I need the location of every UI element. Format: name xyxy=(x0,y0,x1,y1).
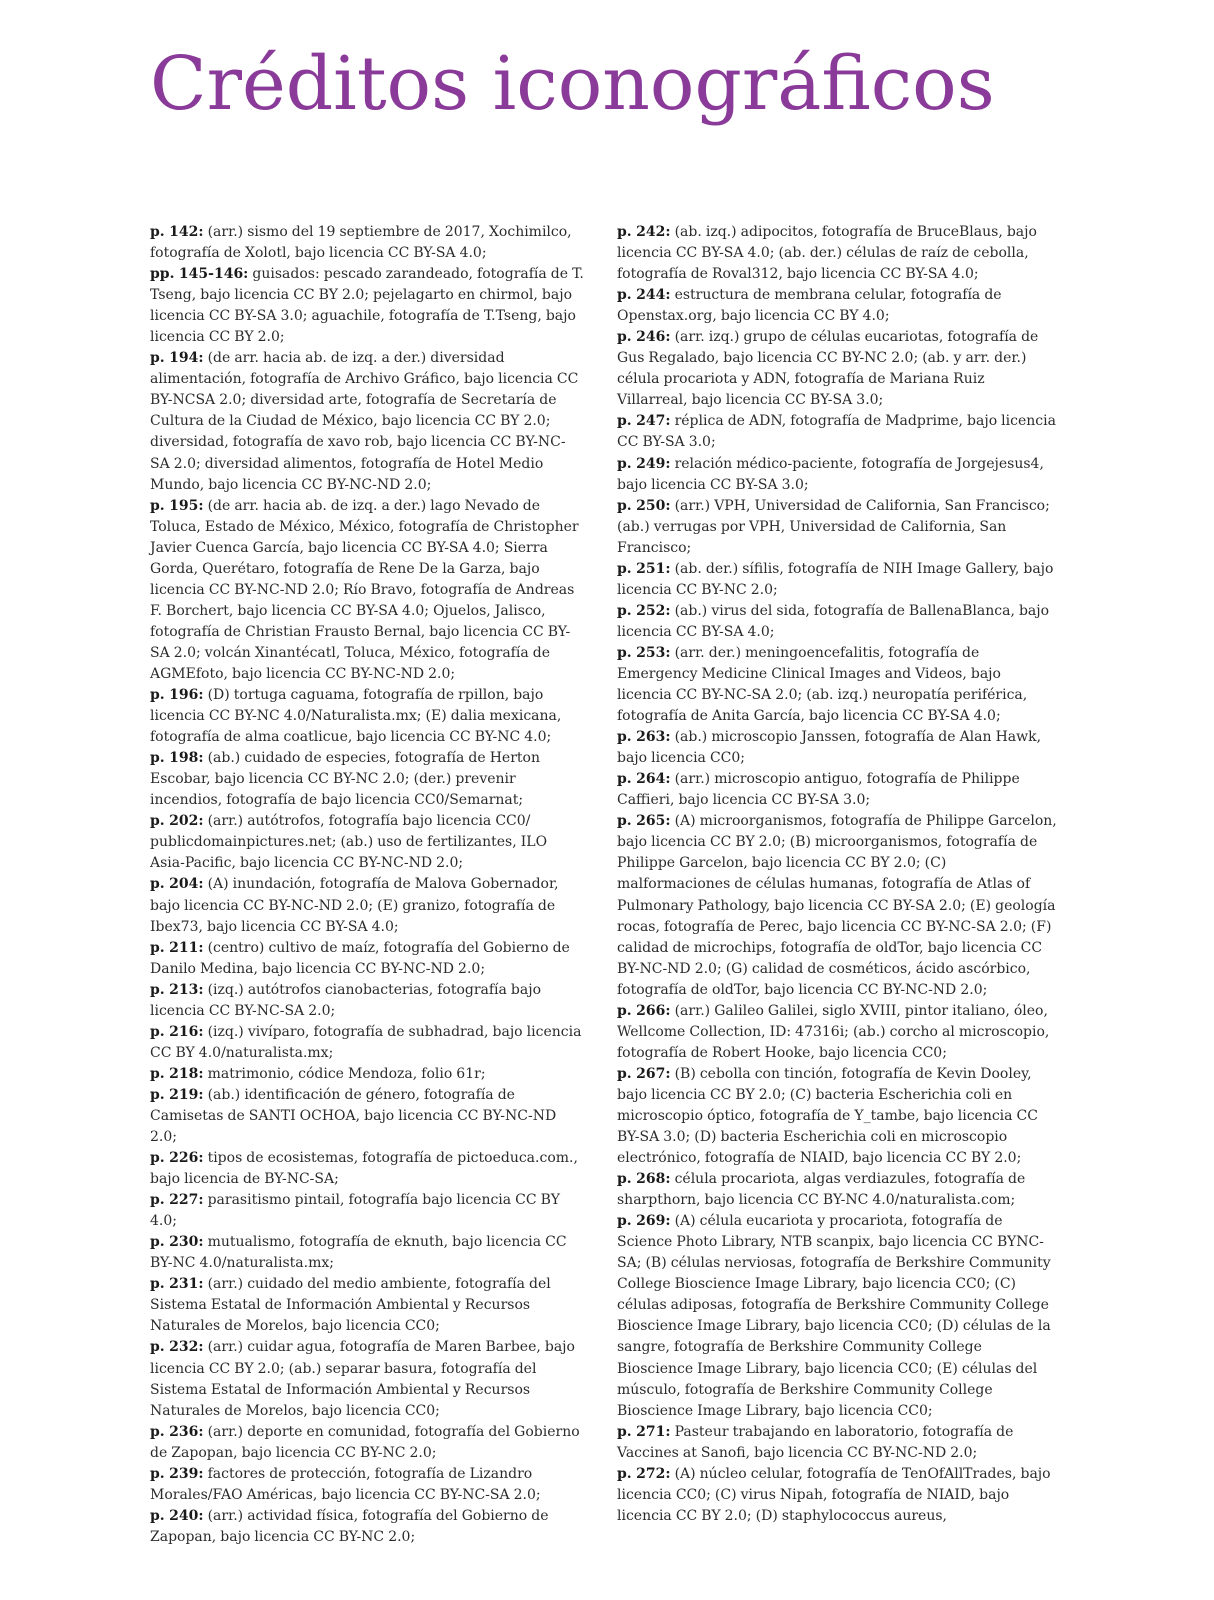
credit-entry xyxy=(617,1064,1057,1169)
credit-text: factores de protección, fotografía de Lizandro Morales/FAO Américas, bajo licencia CC BY-NC-SA 2.0; xyxy=(150,1465,541,1503)
credit-entry xyxy=(617,222,1057,285)
credit-text: (arr.) Galileo Galilei, siglo XVIII, pintor italiano, óleo, Wellcome Collection, ID: 47316i; (ab.) corcho al microscopio, fotografía de Robert Hooke, bajo licencia CC0; xyxy=(617,1002,1050,1061)
credit-text: tipos de ecosistemas, fotografía de pictoeduca.com., bajo licencia de BY-NC-SA; xyxy=(150,1150,578,1188)
credit-entry xyxy=(150,1422,585,1464)
credit-entry xyxy=(150,1274,585,1337)
page-ref: p. 269: xyxy=(617,1213,671,1230)
credit-text: (B) cebolla con tinción, fotografía de Kevin Dooley, bajo licencia CC BY 2.0; (C) bacteria Escherichia coli en microscopio óptico, fotografía de Y_tambe, bajo licencia CC BY-SA 3.0; (D) bacteria Escherichia coli en microscopio electrónico, fotografía de NIAID, bajo licencia CC BY 2.0; xyxy=(617,1065,1038,1167)
credit-text: (arr.) microscopio antiguo, fotografía de Philippe Caffieri, bajo licencia CC BY-SA 3.0; xyxy=(617,771,1020,809)
page-ref: p. 142: xyxy=(150,224,204,240)
page-ref: p. 271: xyxy=(617,1423,671,1440)
credit-text: (arr.) VPH, Universidad de California, San Francisco; (ab.) verrugas por VPH, Universidad de California, San Francisco; xyxy=(617,497,1050,556)
credit-entry xyxy=(617,1422,1057,1464)
credit-entry xyxy=(617,1001,1057,1064)
credit-text: matrimonio, códice Mendoza, folio 61r; xyxy=(203,1065,486,1082)
page-ref: pp. 145-146: xyxy=(150,266,249,283)
credit-entry xyxy=(617,1464,1057,1527)
credit-entry xyxy=(617,411,1057,453)
credit-text: Pasteur trabajando en laboratorio, fotografía de Vaccines at Sanofi, bajo licencia CC BY-NC-ND 2.0; xyxy=(617,1423,1014,1461)
credit-entry xyxy=(150,496,585,685)
credits-column-right xyxy=(617,222,1057,1527)
page-ref: p. 268: xyxy=(617,1171,671,1188)
credit-entry xyxy=(617,727,1057,769)
page-ref: p. 264: xyxy=(617,771,671,788)
credit-text: (ab.) cuidado de especies, fotografía de Herton Escobar, bajo licencia CC BY-NC 2.0; (der.) prevenir incendios, fotografía de bajo licencia CC0/Semarnat; xyxy=(150,750,540,809)
credit-entry xyxy=(150,264,585,348)
page-ref: p. 263: xyxy=(617,729,671,746)
page-ref: p. 272: xyxy=(617,1465,671,1482)
credit-entry xyxy=(150,1464,585,1506)
credit-text: mutualismo, fotografía de eknuth, bajo licencia CC BY-NC 4.0/naturalista.mx; xyxy=(150,1234,567,1272)
credit-text: (arr.) autótrofos, fotografía bajo licencia CC0/ publicdomainpictures.net; (ab.) uso de fertilizantes, ILO Asia-Pacific, bajo licencia CC BY-NC-ND 2.0; xyxy=(150,813,548,872)
page-ref: p. 226: xyxy=(150,1150,204,1167)
credit-text: (de arr. hacia ab. de izq. a der.) lago Nevado de Toluca, Estado de México, México, fotografía de Christopher Javier Cuenca García, bajo licencia CC BY-SA 4.0; Sierra Gorda, Querétaro, fotografía de Rene De la Garza, bajo licencia CC BY-NC-ND 2.0; Río Bravo, fotografía de Andreas F. Borchert, bajo licencia CC BY-SA 4.0; Ojuelos, Jalisco, fotografía de Christian Frausto Bernal, bajo licencia CC BY-SA 2.0; volcán Xinantécatl, Toluca, México, fotografía de AGMEfoto, bajo licencia CC BY-NC-ND 2.0; xyxy=(150,497,579,682)
page-ref: p. 244: xyxy=(617,287,671,304)
credit-entry xyxy=(150,685,585,748)
page-ref: p. 251: xyxy=(617,560,671,577)
credit-text: (centro) cultivo de maíz, fotografía del Gobierno de Danilo Medina, bajo licencia CC BY-NC-ND 2.0; xyxy=(150,939,570,977)
page-ref: p. 219: xyxy=(150,1086,204,1103)
page-ref: p. 211: xyxy=(150,939,204,956)
page-ref: p. 250: xyxy=(617,497,671,514)
credits-column-left xyxy=(150,222,585,1548)
page-ref: p. 252: xyxy=(617,602,671,619)
credit-entry xyxy=(150,1148,585,1190)
page-ref: p. 236: xyxy=(150,1423,204,1440)
credit-entry xyxy=(617,496,1057,559)
page-ref: p. 196: xyxy=(150,687,204,704)
credit-entry xyxy=(617,454,1057,496)
credit-text: (arr.) cuidar agua, fotografía de Maren Barbee, bajo licencia CC BY 2.0; (ab.) separar basura, fotografía del Sistema Estatal de Información Ambiental y Recursos Naturales de Morelos, bajo licencia CC0; xyxy=(150,1339,575,1419)
credit-text: (ab.) identificación de género, fotografía de Camisetas de SANTI OCHOA, bajo licencia CC BY-NC-ND 2.0; xyxy=(150,1086,557,1146)
credit-text: (ab.) virus del sida, fotografía de BallenaBlanca, bajo licencia CC BY-SA 4.0; xyxy=(617,602,1050,640)
credit-entry xyxy=(150,980,585,1022)
page-ref: p. 227: xyxy=(150,1192,204,1209)
credit-text: (ab. der.) sífilis, fotografía de NIH Image Gallery, bajo licencia CC BY-NC 2.0; xyxy=(617,560,1054,598)
page-ref: p. 195: xyxy=(150,497,204,514)
credit-entry xyxy=(150,1506,585,1548)
credit-text: guisados: pescado zarandeado, fotografía de T. Tseng, bajo licencia CC BY 2.0; pejelagarto en chirmol, bajo licencia CC BY-SA 3.0; aguachile, fotografía de T.Tseng, bajo licencia CC BY 2.0; xyxy=(150,266,584,346)
credit-entry xyxy=(617,327,1057,411)
credit-entry xyxy=(150,1337,585,1421)
credit-text: (A) célula eucariota y procariota, fotografía de Science Photo Library, NTB scanpix, bajo licencia CC BYNC-SA; (B) células nerviosas, fotografía de Berkshire Community College Bioscience Image Library, bajo licencia CC0; (C) células adiposas, fotografía de Berkshire Community College Bioscience Image Library, bajo licencia CC0; (D) células de la sangre, fotografía de Berkshire Community College Bioscience Image Library, bajo licencia CC0; (E) células del músculo, fotografía de Berkshire Community College Bioscience Image Library, bajo licencia CC0; xyxy=(617,1213,1051,1419)
credit-entry xyxy=(617,769,1057,811)
credit-entry xyxy=(150,1085,585,1148)
credit-text: (izq.) autótrofos cianobacterias, fotografía bajo licencia CC BY-NC-SA 2.0; xyxy=(150,981,542,1019)
credit-text: (A) microorganismos, fotografía de Philippe Garcelon, bajo licencia CC BY 2.0; (B) microorganismos, fotografía de Philippe Garcelon, bajo licencia CC BY 2.0; (C) malformaciones de células humanas, fotografía de Atlas of Pulmonary Pathology, bajo licencia CC BY-SA 2.0; (E) geología rocas, fotografía de Perec, bajo licencia CC BY-NC-SA 2.0; (F) calidad de microchips, fotografía de oldTor, bajo licencia CC BY-NC-ND 2.0; (G) calidad de cosméticos, ácido ascórbico, fotografía de oldTor, bajo licencia CC BY-NC-ND 2.0; xyxy=(617,813,1057,998)
credit-text: (arr.) sismo del 19 septiembre de 2017, Xochimilco, fotografía de Xolotl, bajo licencia CC BY-SA 4.0; xyxy=(150,224,572,262)
page-ref: p. 218: xyxy=(150,1065,204,1082)
page-ref: p. 216: xyxy=(150,1023,204,1040)
credit-entry xyxy=(617,1211,1057,1421)
credit-entry xyxy=(150,1064,585,1085)
page-ref: p. 232: xyxy=(150,1339,204,1356)
credit-text: (arr.) cuidado del medio ambiente, fotografía del Sistema Estatal de Información Ambiental y Recursos Naturales de Morelos, bajo licencia CC0; xyxy=(150,1276,551,1335)
credit-entry xyxy=(150,348,585,495)
credit-text: (izq.) vivíparo, fotografía de subhadrad, bajo licencia CC BY 4.0/naturalista.mx; xyxy=(150,1023,582,1061)
page-ref: p. 246: xyxy=(617,329,671,346)
credit-text: célula procariota, algas verdiazules, fotografía de sharpthorn, bajo licencia CC BY-NC 4.0/naturalista.com; xyxy=(617,1171,1026,1209)
page-ref: p. 249: xyxy=(617,455,671,472)
page-ref: p. 267: xyxy=(617,1065,671,1082)
page-ref: p. 240: xyxy=(150,1507,204,1524)
credit-text: (D) tortuga caguama, fotografía de rpillon, bajo licencia CC BY-NC 4.0/Naturalista.mx; (E) dalia mexicana, fotografía de alma coatlicue, bajo licencia CC BY-NC 4.0; xyxy=(150,687,562,746)
page-ref: p. 213: xyxy=(150,981,204,998)
page-ref: p. 194: xyxy=(150,350,204,367)
credit-text: relación médico-paciente, fotografía de Jorgejesus4, bajo licencia CC BY-SA 3.0; xyxy=(617,455,1044,493)
page-ref: p. 231: xyxy=(150,1276,204,1293)
credit-entry xyxy=(150,222,585,264)
page-ref: p. 253: xyxy=(617,644,671,661)
page-ref: p. 202: xyxy=(150,813,204,830)
credit-text: (arr. izq.) grupo de células eucariotas, fotografía de Gus Regalado, bajo licencia CC BY-NC 2.0; (ab. y arr. der.) célula procariota y ADN, fotografía de Mariana Ruiz Villarreal, bajo licencia CC BY-SA 3.0; xyxy=(617,329,1039,409)
credit-entry xyxy=(617,811,1057,1000)
credit-entry xyxy=(617,285,1057,327)
credit-entry xyxy=(150,1022,585,1064)
page-ref: p. 239: xyxy=(150,1465,204,1482)
page-ref: p. 247: xyxy=(617,413,671,430)
credit-text: (A) núcleo celular, fotografía de TenOfAllTrades, bajo licencia CC0; (C) virus Nipah, fotografía de NIAID, bajo licencia CC BY 2.0; (D) staphylococcus aureus, xyxy=(617,1465,1051,1524)
credit-text: estructura de membrana celular, fotografía de Openstax.org, bajo licencia CC BY 4.0; xyxy=(617,287,1002,325)
credit-text: (de arr. hacia ab. de izq. a der.) diversidad alimentación, fotografía de Archivo Gráfico, bajo licencia CC BY-NCSA 2.0; diversidad arte, fotografía de Secretaría de Cultura de la Ciudad de México, bajo licencia CC BY 2.0; diversidad, fotografía de xavo rob, bajo licencia CC BY-NC-SA 2.0; diversidad alimentos, fotografía de Hotel Medio Mundo, bajo licencia CC BY-NC-ND 2.0; xyxy=(150,350,579,493)
credit-entry xyxy=(617,559,1057,601)
credit-text: parasitismo pintail, fotografía bajo licencia CC BY 4.0; xyxy=(150,1192,560,1230)
credit-text: (arr. der.) meningoencefalitis, fotografía de Emergency Medicine Clinical Images and Videos, bajo licencia CC BY-NC-SA 2.0; (ab. izq.) neuropatía periférica, fotografía de Anita García, bajo licencia CC BY-SA 4.0; xyxy=(617,644,1028,725)
page-ref: p. 265: xyxy=(617,813,671,830)
page-ref: p. 230: xyxy=(150,1234,204,1251)
credit-entry xyxy=(617,601,1057,643)
credit-entry xyxy=(150,874,585,937)
credit-text: (ab. izq.) adipocitos, fotografía de BruceBlaus, bajo licencia CC BY-SA 4.0; (ab. der.) células de raíz de cebolla, fotografía de Roval312, bajo licencia CC BY-SA 4.0; xyxy=(617,224,1037,283)
page-ref: p. 198: xyxy=(150,750,204,767)
credit-entry xyxy=(150,748,585,811)
credit-text: réplica de ADN, fotografía de Madprime, bajo licencia CC BY-SA 3.0; xyxy=(617,413,1056,451)
page-ref: p. 242: xyxy=(617,224,671,240)
credit-entry xyxy=(150,1232,585,1274)
page-title: Créditos iconográficos xyxy=(150,41,995,127)
page-ref: p. 266: xyxy=(617,1002,671,1019)
credit-text: (ab.) microscopio Janssen, fotografía de Alan Hawk, bajo licencia CC0; xyxy=(617,729,1042,767)
credit-entry xyxy=(150,938,585,980)
credit-entry xyxy=(617,1169,1057,1211)
credit-entry xyxy=(150,811,585,874)
credit-text: (A) inundación, fotografía de Malova Gobernador, bajo licencia CC BY-NC-ND 2.0; (E) granizo, fotografía de Ibex73, bajo licencia CC BY-SA 4.0; xyxy=(150,876,559,935)
credit-text: (arr.) deporte en comunidad, fotografía del Gobierno de Zapopan, bajo licencia CC BY-NC 2.0; xyxy=(150,1423,580,1461)
credit-text: (arr.) actividad física, fotografía del Gobierno de Zapopan, bajo licencia CC BY-NC 2.0; xyxy=(150,1507,549,1545)
credit-entry xyxy=(617,643,1057,727)
page-ref: p. 204: xyxy=(150,876,204,893)
credit-entry xyxy=(150,1190,585,1232)
